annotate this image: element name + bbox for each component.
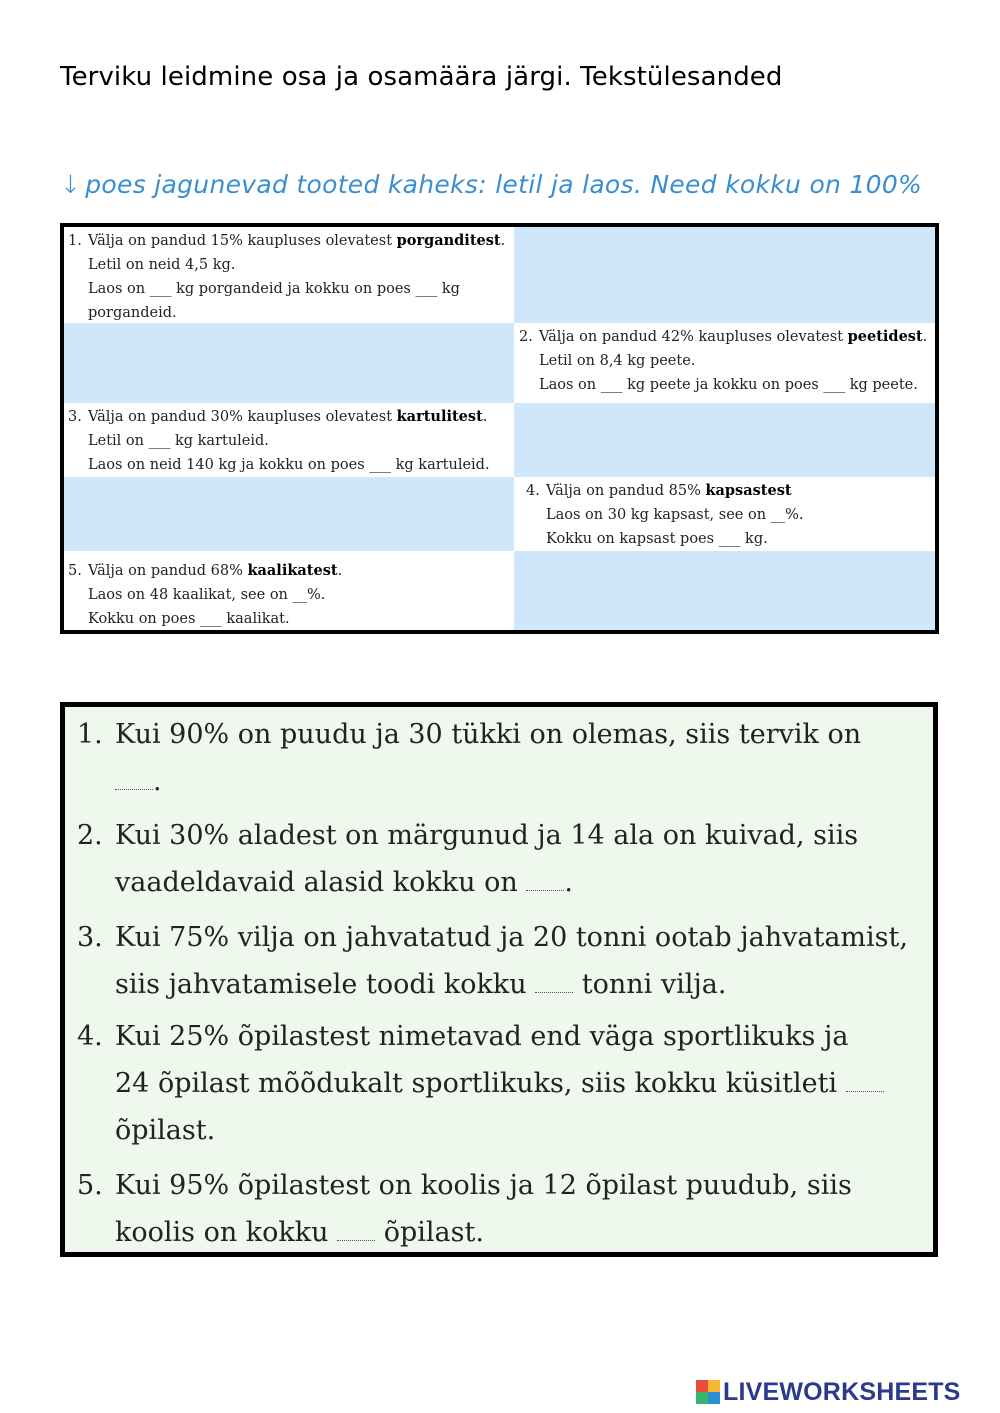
answer-area-4[interactable] — [64, 477, 514, 551]
liveworksheets-logo[interactable] — [696, 1377, 961, 1407]
task-grid-1 — [60, 223, 939, 634]
answer-blank-2[interactable] — [526, 860, 564, 891]
answer-area-1[interactable] — [514, 227, 935, 323]
list-item: 1. Kui 90% on puudu ja 30 tükki on olemas, siis tervik on . — [77, 719, 862, 797]
page-title: Terviku leidmine osa ja osamäära järgi. Tekstülesanded — [60, 62, 783, 92]
task-grid-2 — [60, 702, 938, 1257]
logo-mark-icon — [696, 1380, 720, 1404]
list-item: 2. Kui 30% aladest on märgunud ja 14 ala on kuivad, siis vaadeldavaid alasid kokku on . — [77, 820, 859, 898]
task-cell-5: 5. Välja on pandud 68% kaalikatest. Laos on 48 kaalikat, see on __%. Kokku on poes ___ kaalikat. — [64, 551, 514, 630]
task-cell-4: 4. Välja on pandud 85% kapsastest Laos on 30 kg kapsast, see on __%. Kokku on kapsast poes ___ kg. — [514, 477, 935, 551]
list-item: 5. Kui 95% õpilastest on koolis ja 12 õpilast puudub, siis koolis on kokku õpilast. — [77, 1170, 852, 1248]
answer-blank-5[interactable] — [337, 1210, 375, 1241]
answer-area-5[interactable] — [514, 551, 935, 630]
answer-blank-1[interactable] — [115, 759, 153, 790]
answer-blank-3[interactable] — [535, 962, 573, 993]
answer-blank-4[interactable] — [846, 1061, 884, 1092]
task-cell-1: 1. Välja on pandud 15% kaupluses olevatest porganditest. Letil on neid 4,5 kg. Laos on ___ kg porgandeid ja kokku on poes ___ kg porgandeid. — [64, 227, 514, 323]
hint-note — [60, 170, 922, 199]
hint-text: poes jagunevad tooted kaheks: letil ja laos. Need kokku on 100% — [85, 170, 923, 199]
down-arrow-icon: ↓ — [60, 170, 82, 199]
list-item: 4. Kui 25% õpilastest nimetavad end väga sportlikuks ja 24 õpilast mõõdukalt sportlikuks, siis kokku küsitleti õpilast. — [77, 1013, 927, 1154]
answer-area-3[interactable] — [514, 403, 935, 477]
answer-area-2[interactable] — [64, 323, 514, 403]
list-item: 3. Kui 75% vilja on jahvatatud ja 20 tonni ootab jahvatamist, siis jahvatamisele toodi kokku tonni vilja. — [77, 922, 908, 1000]
task-cell-3: 3. Välja on pandud 30% kaupluses olevatest kartulitest. Letil on ___ kg kartuleid. Laos on neid 140 kg ja kokku on poes ___ kg kartuleid. — [64, 403, 514, 477]
logo-text: LIVEWORKSHEETS — [723, 1377, 961, 1406]
task-cell-2: 2. Välja on pandud 42% kaupluses olevatest peetidest. Letil on 8,4 kg peete. Laos on ___ kg peete ja kokku on poes ___ kg peete. — [514, 323, 935, 403]
